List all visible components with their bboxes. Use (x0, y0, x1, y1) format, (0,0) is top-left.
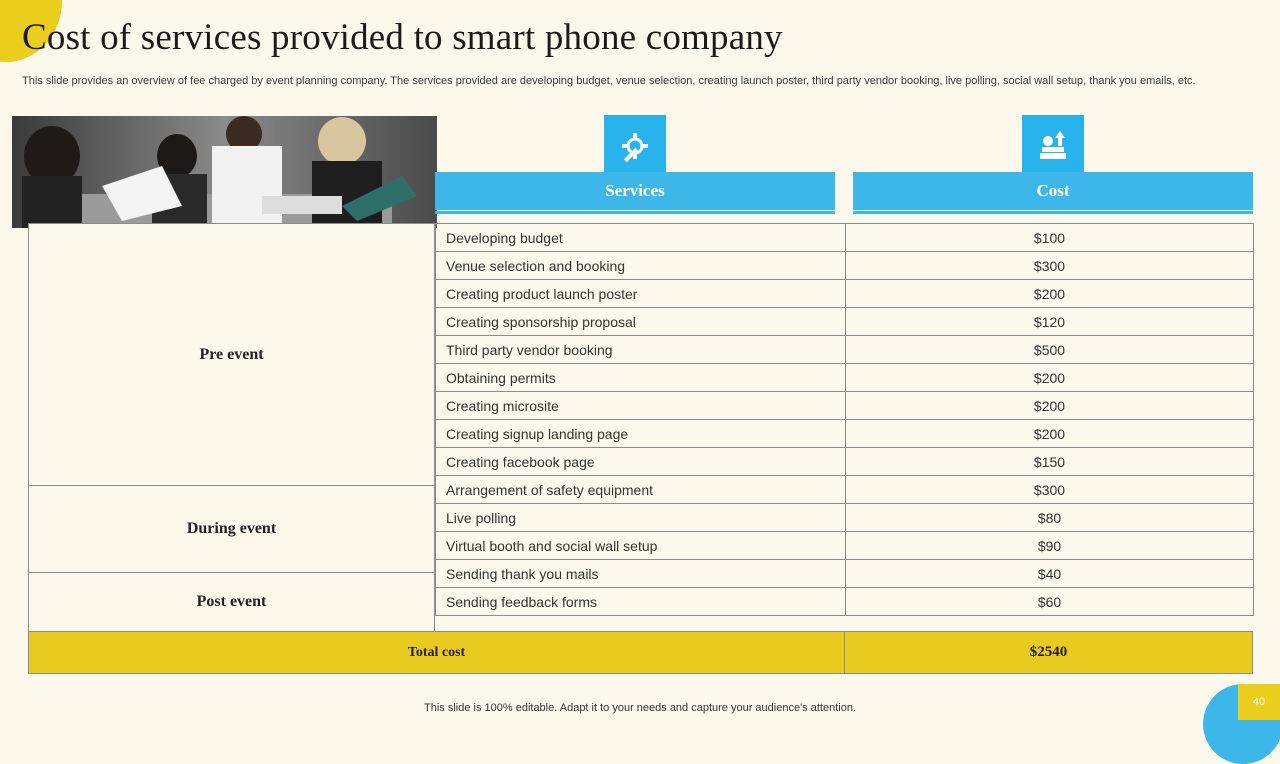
service-cell: Sending thank you mails (436, 560, 846, 588)
group-label-pre-event: Pre event (28, 223, 435, 486)
group-label-during-event: During event (28, 485, 435, 573)
service-cell: Arrangement of safety equipment (436, 476, 846, 504)
table-row (436, 252, 1254, 280)
services-icon-box (604, 115, 666, 177)
service-cell: Creating product launch poster (436, 280, 846, 308)
gear-wrench-icon (618, 129, 652, 163)
cost-cell: $200 (846, 392, 1254, 420)
service-cell: Virtual booth and social wall setup (436, 532, 846, 560)
service-cell: Creating sponsorship proposal (436, 308, 846, 336)
table-row (436, 224, 1254, 252)
table-row (436, 560, 1254, 588)
service-cell: Third party vendor booking (436, 336, 846, 364)
table-row (436, 420, 1254, 448)
cost-cell: $150 (846, 448, 1254, 476)
cost-cell: $60 (846, 588, 1254, 616)
services-cost-table (435, 223, 1254, 616)
cost-cell: $200 (846, 280, 1254, 308)
table-row (436, 588, 1254, 616)
table-row (436, 476, 1254, 504)
table-row (436, 364, 1254, 392)
table-row (436, 308, 1254, 336)
table-row (436, 448, 1254, 476)
service-cell: Creating signup landing page (436, 420, 846, 448)
service-cell: Obtaining permits (436, 364, 846, 392)
table-row (436, 532, 1254, 560)
table-row (436, 392, 1254, 420)
cost-cell: $500 (846, 336, 1254, 364)
cost-cell: $90 (846, 532, 1254, 560)
slide-footer-note: This slide is 100% editable. Adapt it to your needs and capture your audience's attention. (424, 702, 856, 714)
cost-cell: $200 (846, 364, 1254, 392)
cost-column-header: Cost (853, 172, 1253, 210)
cost-header-underline (853, 211, 1253, 214)
cost-icon-box (1022, 115, 1084, 177)
total-cost-value: $2540 (1029, 644, 1068, 660)
cost-cell: $100 (846, 224, 1254, 252)
service-cell: Developing budget (436, 224, 846, 252)
services-header-underline (435, 211, 835, 214)
money-growth-icon (1036, 129, 1070, 163)
total-cost-row (28, 631, 1253, 674)
service-cell: Live polling (436, 504, 846, 532)
table-row (436, 336, 1254, 364)
service-cell: Sending feedback forms (436, 588, 846, 616)
cost-cell: $300 (846, 252, 1254, 280)
page-number: 40 (1238, 684, 1280, 720)
cost-cell: $200 (846, 420, 1254, 448)
total-cost-label: Total cost (29, 632, 845, 673)
service-cell: Venue selection and booking (436, 252, 846, 280)
team-meeting-photo (12, 116, 437, 228)
service-cell: Creating microsite (436, 392, 846, 420)
slide-title: Cost of services provided to smart phone company (22, 17, 783, 58)
group-label-post-event: Post event (28, 572, 435, 632)
service-cell: Creating facebook page (436, 448, 846, 476)
slide-subtitle: This slide provides an overview of fee charged by event planning company. The services provided are developing budget, venue selection, creating launch poster, third party vendor booking, live polling, social wall setup, thank you emails, etc. (22, 75, 1196, 87)
cost-cell: $40 (846, 560, 1254, 588)
table-row (436, 280, 1254, 308)
cost-cell: $120 (846, 308, 1254, 336)
table-row (436, 504, 1254, 532)
cost-cell: $300 (846, 476, 1254, 504)
services-column-header: Services (435, 172, 835, 210)
cost-cell: $80 (846, 504, 1254, 532)
